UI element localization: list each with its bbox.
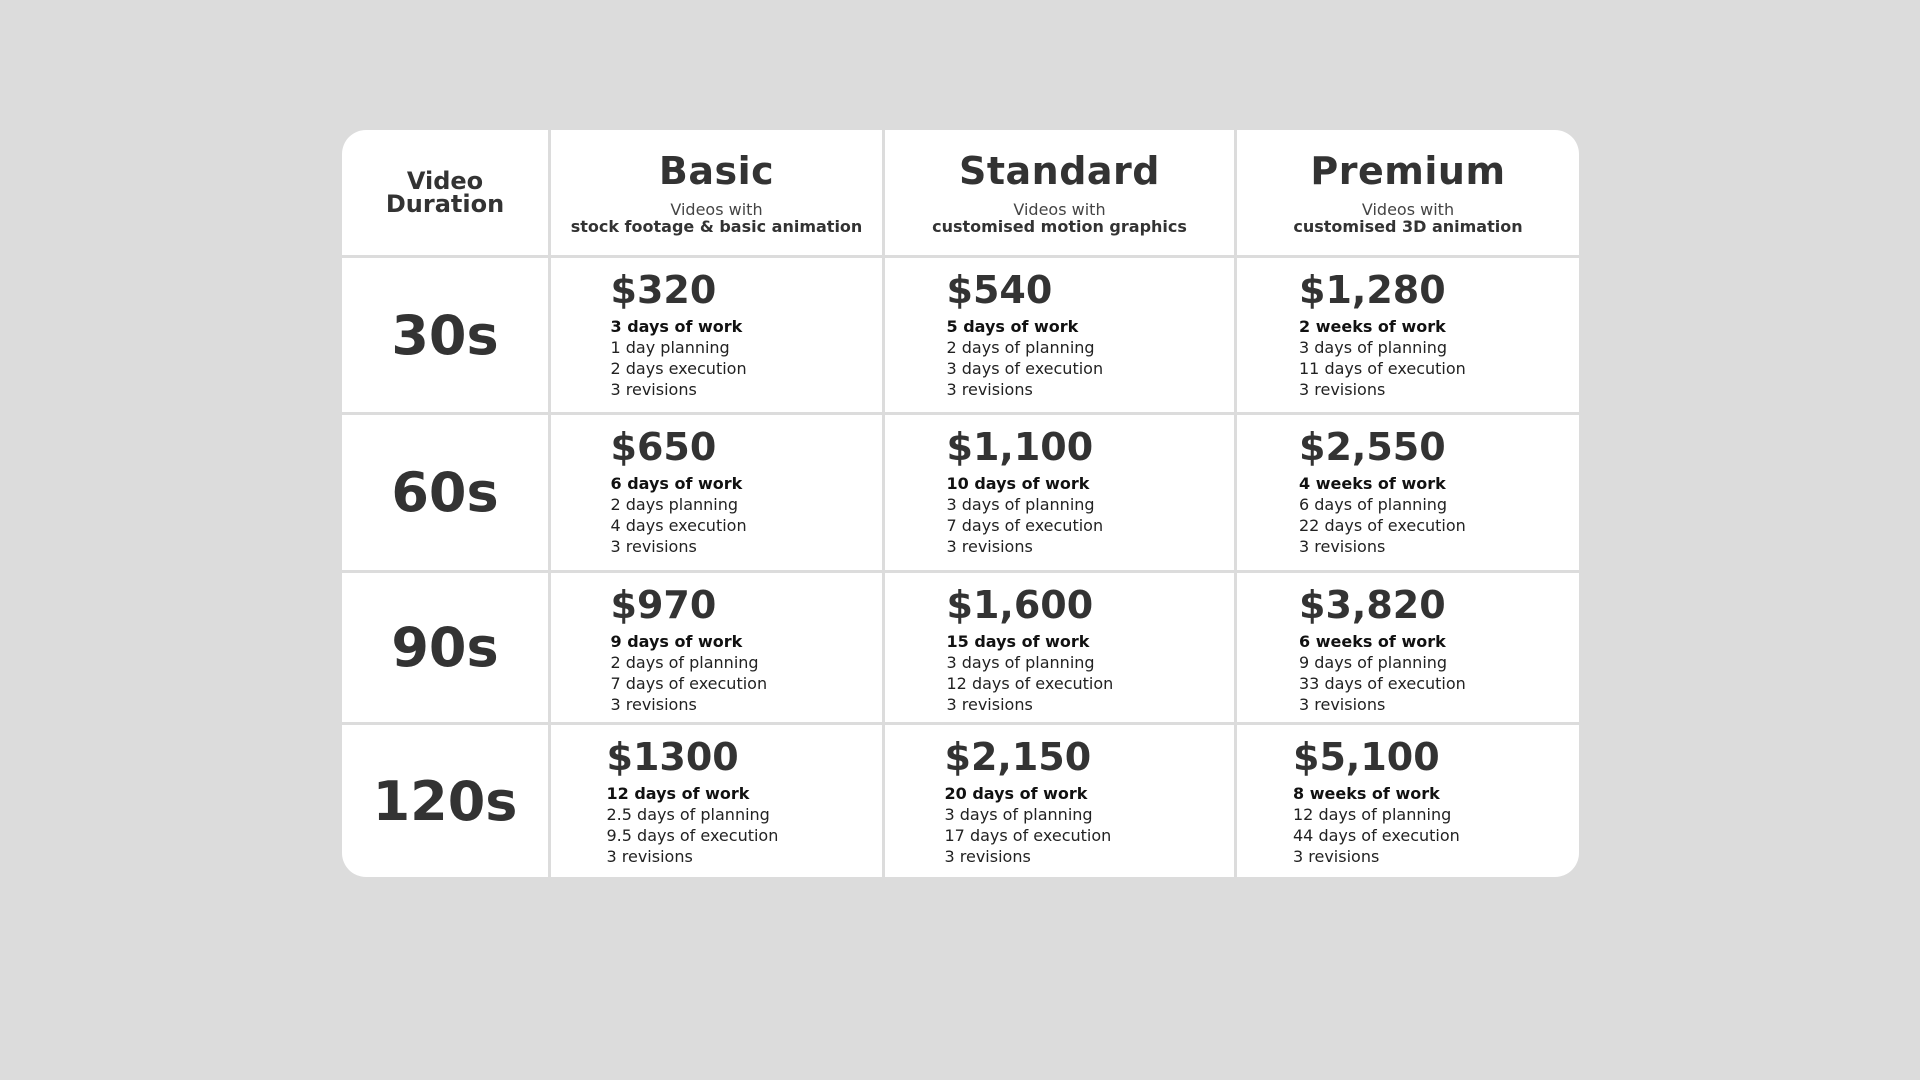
execution-detail: 44 days of execution bbox=[1293, 826, 1460, 845]
price-cell-120s-basic bbox=[551, 725, 885, 877]
execution-detail: 2 days execution bbox=[610, 359, 747, 378]
duration-header-line2: Duration bbox=[385, 189, 505, 218]
price: $3,820 bbox=[1299, 583, 1446, 627]
revisions-detail: 3 revisions bbox=[944, 847, 1031, 866]
duration-column-header bbox=[342, 130, 551, 258]
revisions-detail: 3 revisions bbox=[946, 537, 1033, 556]
price-cell-90s-basic bbox=[551, 573, 885, 725]
planning-detail: 1 day planning bbox=[610, 338, 730, 357]
price: $2,150 bbox=[944, 735, 1092, 779]
execution-detail: 7 days of execution bbox=[610, 674, 768, 693]
revisions-detail: 3 revisions bbox=[946, 380, 1033, 399]
revisions-detail: 3 revisions bbox=[1299, 695, 1386, 714]
price: $970 bbox=[610, 583, 717, 627]
tier-name: Premium bbox=[1310, 149, 1506, 193]
price-cell-120s-premium bbox=[1237, 725, 1579, 877]
price: $1,100 bbox=[946, 425, 1094, 469]
work-summary: 3 days of work bbox=[610, 317, 743, 336]
tier-description: stock footage & basic animation bbox=[570, 217, 863, 236]
tier-header-basic bbox=[551, 130, 885, 258]
tier-header-standard bbox=[885, 130, 1237, 258]
price: $1300 bbox=[606, 735, 739, 779]
price: $320 bbox=[610, 268, 717, 312]
execution-detail: 17 days of execution bbox=[944, 826, 1112, 845]
duration-label: 90s bbox=[391, 616, 499, 679]
duration-label: 60s bbox=[391, 461, 499, 524]
planning-detail: 12 days of planning bbox=[1293, 805, 1452, 824]
planning-detail: 2 days of planning bbox=[946, 338, 1095, 357]
tier-description: customised motion graphics bbox=[932, 217, 1187, 236]
revisions-detail: 3 revisions bbox=[946, 695, 1033, 714]
execution-detail: 11 days of execution bbox=[1299, 359, 1466, 378]
planning-detail: 3 days of planning bbox=[946, 653, 1095, 672]
price: $5,100 bbox=[1293, 735, 1440, 779]
work-summary: 15 days of work bbox=[946, 632, 1090, 651]
planning-detail: 9 days of planning bbox=[1299, 653, 1448, 672]
duration-cell-90s bbox=[342, 573, 551, 725]
price-cell-120s-standard bbox=[885, 725, 1237, 877]
work-summary: 10 days of work bbox=[946, 474, 1090, 493]
execution-detail: 33 days of execution bbox=[1299, 674, 1466, 693]
tier-subtitle: Videos with bbox=[1013, 200, 1106, 219]
tier-header-premium bbox=[1237, 130, 1579, 258]
execution-detail: 12 days of execution bbox=[946, 674, 1114, 693]
price: $540 bbox=[946, 268, 1053, 312]
price: $2,550 bbox=[1299, 425, 1446, 469]
planning-detail: 3 days of planning bbox=[1299, 338, 1448, 357]
tier-name: Standard bbox=[958, 149, 1160, 193]
price-cell-90s-premium bbox=[1237, 573, 1579, 725]
revisions-detail: 3 revisions bbox=[610, 537, 697, 556]
price-cell-30s-basic bbox=[551, 258, 885, 415]
duration-cell-60s bbox=[342, 415, 551, 573]
duration-label: 30s bbox=[391, 303, 499, 367]
execution-detail: 22 days of execution bbox=[1299, 516, 1466, 535]
duration-cell-30s bbox=[342, 258, 551, 415]
revisions-detail: 3 revisions bbox=[1299, 380, 1386, 399]
price: $1,280 bbox=[1299, 268, 1446, 312]
price-cell-30s-premium bbox=[1237, 258, 1579, 415]
price-cell-60s-premium bbox=[1237, 415, 1579, 573]
work-summary: 5 days of work bbox=[946, 317, 1079, 336]
pricing-table bbox=[342, 130, 1579, 877]
planning-detail: 2.5 days of planning bbox=[606, 805, 770, 824]
work-summary: 12 days of work bbox=[606, 784, 750, 803]
revisions-detail: 3 revisions bbox=[610, 380, 697, 399]
price: $650 bbox=[610, 425, 717, 469]
price-cell-60s-basic bbox=[551, 415, 885, 573]
work-summary: 6 weeks of work bbox=[1299, 632, 1446, 651]
tier-description: customised 3D animation bbox=[1293, 217, 1523, 236]
execution-detail: 9.5 days of execution bbox=[606, 826, 779, 845]
price-cell-30s-standard bbox=[885, 258, 1237, 415]
work-summary: 20 days of work bbox=[944, 784, 1088, 803]
duration-label: 120s bbox=[372, 769, 518, 833]
work-summary: 8 weeks of work bbox=[1293, 784, 1440, 803]
work-summary: 2 weeks of work bbox=[1299, 317, 1446, 336]
work-summary: 4 weeks of work bbox=[1299, 474, 1446, 493]
tier-subtitle: Videos with bbox=[1361, 200, 1455, 219]
price-cell-60s-standard bbox=[885, 415, 1237, 573]
revisions-detail: 3 revisions bbox=[1299, 537, 1386, 556]
work-summary: 9 days of work bbox=[610, 632, 743, 651]
price: $1,600 bbox=[946, 583, 1094, 627]
revisions-detail: 3 revisions bbox=[606, 847, 693, 866]
planning-detail: 2 days of planning bbox=[610, 653, 759, 672]
execution-detail: 7 days of execution bbox=[946, 516, 1104, 535]
revisions-detail: 3 revisions bbox=[610, 695, 697, 714]
duration-cell-120s bbox=[342, 725, 551, 877]
work-summary: 6 days of work bbox=[610, 474, 743, 493]
execution-detail: 4 days execution bbox=[610, 516, 747, 535]
execution-detail: 3 days of execution bbox=[946, 359, 1104, 378]
planning-detail: 3 days of planning bbox=[946, 495, 1095, 514]
duration-header-line1: Video bbox=[406, 166, 484, 195]
tier-name: Basic bbox=[658, 149, 775, 193]
planning-detail: 2 days planning bbox=[610, 495, 739, 514]
tier-subtitle: Videos with bbox=[670, 200, 763, 219]
planning-detail: 3 days of planning bbox=[944, 805, 1093, 824]
price-cell-90s-standard bbox=[885, 573, 1237, 725]
revisions-detail: 3 revisions bbox=[1293, 847, 1380, 866]
planning-detail: 6 days of planning bbox=[1299, 495, 1448, 514]
